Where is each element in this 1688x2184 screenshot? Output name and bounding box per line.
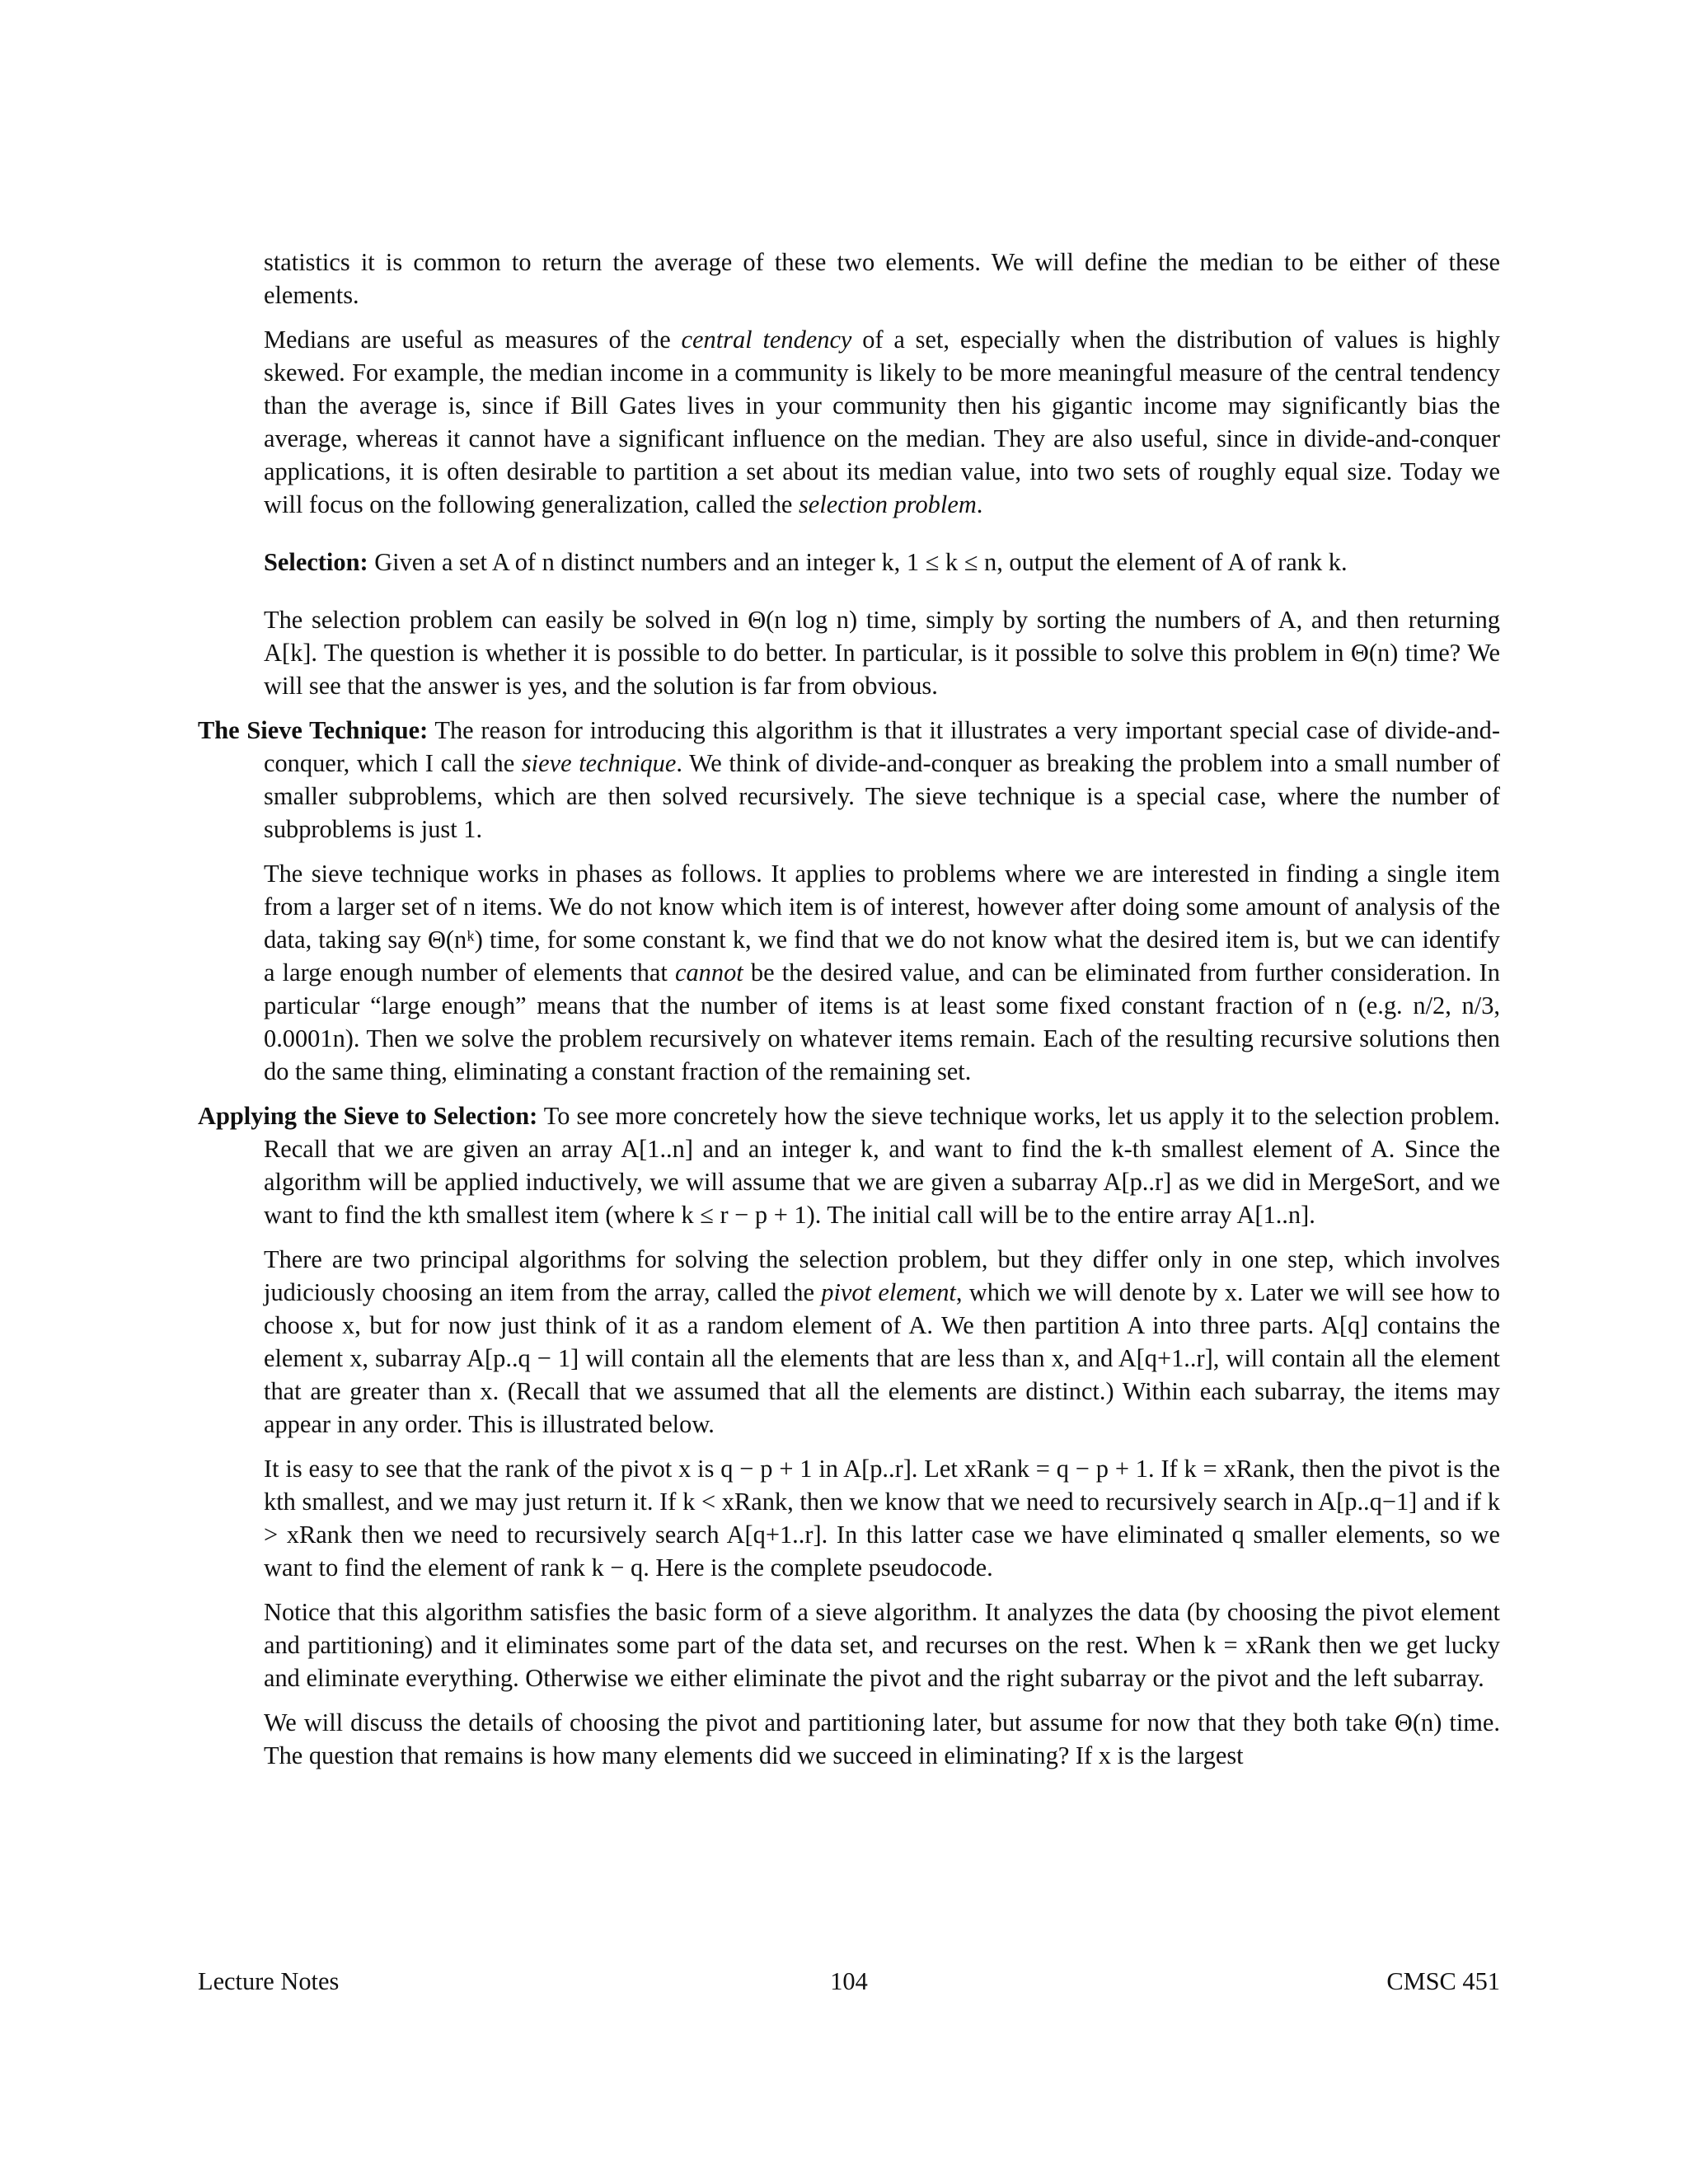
selection-label: Selection: (264, 548, 368, 576)
section-applying-sieve: Applying the Sieve to Selection: To see more concretely how the sieve technique works, let us apply it to the selection problem. Recall that we are given an array A[1..n] and an integer k, and want to find the k-th smallest element of A. Since the algorithm will be applied inductively, we will assume that we are given a subarray A[p..r] as we did in MergeSort, and we want to find the kth smallest item (where k ≤ r − p + 1). The initial call will be to the entire array A[1..n]. (198, 1102, 1500, 1229)
paragraph-pivot-partition-time: We will discuss the details of choosing the pivot and partitioning later, but assume for now that they both take Θ(n) time. The question that remains is how many elements did we succeed in eliminating? If x is the largest (264, 1708, 1500, 1769)
emphasis-cannot: cannot (675, 958, 743, 987)
selection-definition: Selection: Given a set A of n distinct numbers and an integer k, 1 ≤ k ≤ n, output the element of A of rank k. (264, 548, 1348, 576)
footer-left: Lecture Notes (198, 1967, 340, 1995)
paragraph-medians-useful: Medians are useful as measures of the central tendency of a set, especially when the distribution of values is highly skewed. For example, the median income in a community is likely to be more meaningful measure of the central tendency than the average is, since if Bill Gates lives in your community then his gigantic income may significantly bias the average, whereas it cannot have a significant influence on the median. They are also useful, since in divide-and-conquer applications, it is often desirable to partition a set about its median value, into two sets of roughly equal size. Today we will focus on the following generalization, called the selection problem. (264, 326, 1501, 518)
emphasis-sieve-technique: sieve technique (521, 749, 677, 777)
applying-sieve-heading: Applying the Sieve to Selection: (198, 1102, 538, 1130)
paragraph-sieve-form: Notice that this algorithm satisfies the basic form of a sieve algorithm. It analyzes the data (by choosing the pivot element and partitioning) and it eliminates some part of the data set, and recurses on the rest. When k = xRank then we get lucky and eliminate everything. Otherwise we either eliminate the pivot and the right subarray or the pivot and the left subarray. (264, 1598, 1500, 1692)
emphasis-central-tendency: central tendency (681, 326, 852, 354)
page-body (198, 246, 1500, 1772)
page-number: 104 (830, 1967, 868, 1995)
page-footer (198, 1965, 1500, 1998)
emphasis-selection-problem: selection problem (798, 490, 977, 518)
paragraph-pivot-rank: It is easy to see that the rank of the pivot x is q − p + 1 in A[p..r]. Let xRank = q − p + 1. If k = xRank, then the pivot is the kth smallest, and we may just return it. If k < xRank, then we know that we need to recursively search in A[p..q−1] and if k > xRank then we need to recursively search A[q+1..r]. In this latter case we have eliminated q smaller elements, so we want to find the element of rank k − q. Here is the complete pseudocode. (264, 1455, 1500, 1582)
sieve-technique-heading: The Sieve Technique: (198, 716, 429, 744)
paragraph-sieve-phases: The sieve technique works in phases as follows. It applies to problems where we are interested in finding a single item from a larger set of n items. We do not know which item is of interest, however after doing some amount of analysis of the data, taking say Θ(nᵏ) time, for some constant k, we find that we do not know what the desired item is, but we can identify a large enough number of elements that cannot be the desired value, and can be eliminated from further consideration. In particular “large enough” means that the number of items is at least some fixed constant fraction of n (e.g. n/2, n/3, 0.0001n). Then we solve the problem recursively on whatever items remain. Each of the resulting recursive solutions then do the same thing, eliminating a constant fraction of the remaining set. (264, 860, 1500, 1085)
paragraph-principal-algorithms: There are two principal algorithms for solving the selection problem, but they differ only in one step, which involves judiciously choosing an item from the array, called the pivot element, which we will denote by x. Later we will see how to choose x, but for now just think of it as a random element of A. We then partition A into three parts. A[q] contains the element x, subarray A[p..q − 1] will contain all the elements that are less than x, and A[q+1..r], will contain all the element that are greater than x. (Recall that we assumed that all the elements are distinct.) Within each subarray, the items may appear in any order. This is illustrated below. (264, 1245, 1500, 1438)
paragraph-median-definition: statistics it is common to return the average of these two elements. We will define the median to be either of these elements. (264, 248, 1500, 309)
footer-right: CMSC 451 (1386, 1967, 1500, 1995)
emphasis-pivot-element: pivot element (821, 1278, 956, 1306)
paragraph-selection-sorting: The selection problem can easily be solved in Θ(n log n) time, simply by sorting the numbers of A, and then returning A[k]. The question is whether it is possible to do better. In particular, is it possible to solve this problem in Θ(n) time? We will see that the answer is yes, and the solution is far from obvious. (264, 606, 1500, 700)
section-sieve-technique: The Sieve Technique: The reason for introducing this algorithm is that it illustrates a very important special case of divide-and-conquer, which I call the sieve technique. We think of divide-and-conquer as breaking the problem into a small number of smaller subproblems, which are then solved recursively. The sieve technique is a special case, where the number of subproblems is just 1. (198, 716, 1500, 843)
